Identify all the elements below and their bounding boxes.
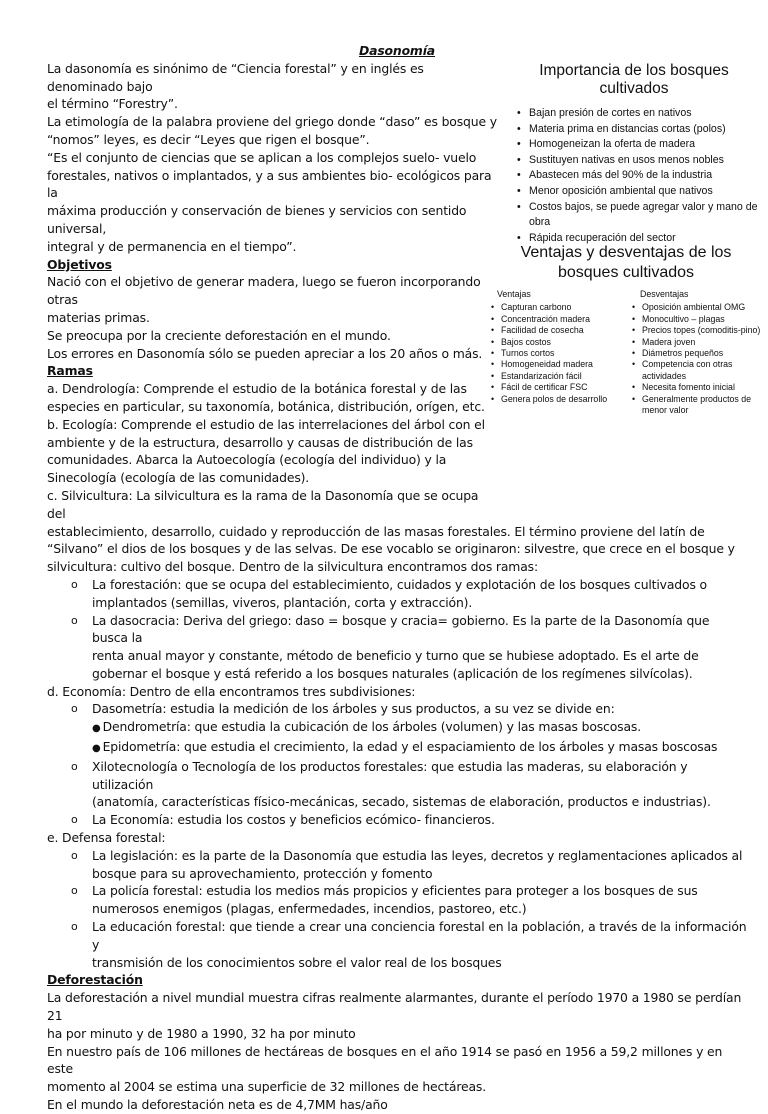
text-line: Xilotecnología o Tecnología de los productos forestales: que estudia las maderas, su elaboración y utilización: [92, 758, 688, 792]
text-line: b. Ecología: Comprende el estudio de las interrelaciones del árbol con el: [47, 416, 485, 432]
list-item: • Capturan carbono: [501, 302, 626, 313]
bullet-marker: o: [71, 702, 78, 716]
text-line: Los errores en Dasonomía sólo se pueden apreciar a los 20 años o más.: [47, 345, 483, 361]
ventajas-list: [485, 302, 626, 405]
doc-title: Dasonomía: [358, 43, 436, 58]
list-item-text: [92, 882, 747, 918]
text-line: (anatomía, características físico-mecánicas, secado, sistemas de elaboración, productos e industrias).: [92, 794, 711, 810]
title-line: cultivados: [599, 80, 669, 97]
text-line: Sinecología (ecología de las comunidades).: [47, 470, 310, 486]
list-item: [92, 718, 747, 738]
text-line: integral y de permanencia en el tiempo”.: [47, 238, 297, 254]
ventajas-column: [485, 289, 626, 416]
text-line: forestales, nativos o implantados, y a sus ambientes bio- ecológicos para la: [47, 167, 492, 201]
list-item-text: [92, 847, 747, 883]
text-line: gobernar el bosque y está referido a los bosques naturales (aplicación de los regímenes silvícolas).: [92, 665, 693, 681]
list-item: [47, 811, 747, 829]
list-item: • Turnos cortos: [501, 348, 626, 359]
desventajas-column: [626, 289, 767, 416]
text-line: a. Dendrología: Comprende el estudio de la botánica forestal y de las: [47, 381, 467, 397]
list-item: [47, 612, 747, 683]
ramas-heading: Ramas: [47, 363, 93, 379]
bullet-marker: o: [71, 848, 78, 862]
list-item: • Concentración madera: [501, 314, 626, 325]
list-item: • Genera polos de desarrollo: [501, 394, 626, 405]
bullet-marker: o: [71, 920, 78, 934]
bullet-marker: o: [71, 613, 78, 627]
list-item: • Oposición ambiental OMG: [642, 302, 767, 313]
text-line: “Silvano” el dios de los bosques y de las selvas. De ese vocablo se originaron: silvestre, que crece en el bosque y: [47, 541, 735, 557]
list-item: [47, 918, 747, 971]
list-item: • Rápida recuperación del sector: [529, 231, 765, 247]
list-item: • Sustituyen nativas en usos menos nobles: [529, 153, 765, 169]
bullet-marker: o: [71, 577, 78, 591]
bullet-icon: ●: [92, 743, 101, 755]
text-line: La forestación: que se ocupa del establecimiento, cuidados y explotación de los bosques cultivados o: [92, 576, 707, 592]
dendrometria-text: Dendrometría: que estudia la cubicación de los árboles (volumen) y las masas boscosas.: [102, 719, 641, 735]
list-item: [92, 738, 747, 758]
list-item: • Estandarización fácil: [501, 371, 626, 382]
list-item: • Facilidad de cosecha: [501, 325, 626, 336]
ventajas-title: [485, 243, 767, 283]
list-item: • Necesita fomento inicial: [642, 382, 767, 393]
text-line: renta anual mayor y constante, método de beneficio y turno que se hubiese adoptado. Es el arte de: [92, 648, 699, 664]
importancia-list: [503, 106, 765, 246]
list-item: • Bajan presión de cortes en nativos: [529, 106, 765, 122]
text-line: La dasocracia: Deriva del griego: daso = bosque y cracia= gobierno. Es la parte de la Dasonomía que busca la: [92, 612, 710, 646]
list-item: [47, 700, 747, 718]
importancia-title: [503, 62, 765, 98]
list-item: • Homogeneidad madera: [501, 359, 626, 370]
economia-item-text: La Economía: estudia los costos y beneficios ecómico- financieros.: [92, 812, 495, 828]
desventajas-header: Desventajas: [640, 289, 689, 299]
list-item: • Fácil de certificar FSC: [501, 382, 626, 393]
text-line: La dasonomía es sinónimo de “Ciencia forestal” y en inglés es denominado bajo: [47, 60, 424, 94]
text-line: En nuestro país de 106 millones de hectáreas de bosques en el año 1914 se pasó en 1956 a 59,2 millones y en este: [47, 1043, 723, 1077]
bullet-marker: o: [71, 759, 78, 773]
list-item: • Bajos costos: [501, 337, 626, 348]
list-item: • Costos bajos, se puede agregar valor y mano de obra: [529, 200, 765, 231]
text-line: numerosos enemigos (plagas, enfermedades, incendios, pastoreo, etc.): [92, 901, 527, 917]
list-item: [47, 576, 747, 612]
text-line: La policía forestal: estudia los medios más propicios y eficientes para proteger a los bosques de sus: [92, 883, 698, 899]
dasometria-text: Dasometría: estudia la medición de los árboles y sus productos, a su vez se divide en:: [92, 701, 615, 717]
title-line: Ventajas y desventajas de los: [520, 244, 732, 261]
text-line: el término “Forestry”.: [47, 96, 178, 112]
title-line: Importancia de los bosques: [539, 62, 729, 79]
text-line: ha por minuto y de 1980 a 1990, 32 ha por minuto: [47, 1025, 356, 1041]
ventajas-header: Ventajas: [497, 289, 531, 299]
xilotecnologia-text: [92, 758, 747, 811]
text-line: especies en particular, su taxonomía, botánica, distribución, orígen, etc.: [47, 398, 485, 414]
bullet-marker: o: [71, 884, 78, 898]
list-item: [47, 758, 747, 811]
text-line: comunidades. Abarca la Autoecología (ecología del individuo) y la: [47, 452, 447, 468]
text-line: c. Silvicultura: La silvicultura es la rama de la Dasonomía que se ocupa del: [47, 487, 479, 521]
deforestacion-heading: Deforestación: [47, 972, 143, 988]
text-line: momento al 2004 se estima una superficie de 32 millones de hectáreas.: [47, 1079, 486, 1095]
text-line: silvicultura: cultivo del bosque. Dentro de la silvicultura encontramos dos ramas:: [47, 559, 538, 575]
economia-line: d. Economía: Dentro de ella encontramos tres subdivisiones:: [47, 683, 416, 699]
silvicultura-list: [47, 576, 747, 683]
title-line: bosques cultivados: [557, 264, 695, 281]
defensa-list: [47, 847, 747, 972]
list-item-text: [92, 918, 747, 971]
text-line: La etimología de la palabra proviene del griego donde “daso” es bosque y: [47, 114, 497, 130]
bullet-marker: o: [71, 813, 78, 827]
text-line: implantados (semillas, viveros, plantación, corta y extracción).: [92, 594, 473, 610]
list-item: • Competencia con otras actividades: [642, 359, 767, 382]
list-item: • Madera joven: [642, 337, 767, 348]
list-item: • Precios topes (comoditis-pino): [642, 325, 767, 336]
list-item: • Materia prima en distancias cortas (polos): [529, 122, 765, 138]
text-line: La legislación: es la parte de la Dasonomía que estudia las leyes, decretos y reglamentaciones aplicados al: [92, 847, 743, 863]
defensa-line: e. Defensa forestal:: [47, 830, 166, 846]
text-line: establecimiento, desarrollo, cuidado y reproducción de las masas forestales. El término proviene del latín de: [47, 523, 705, 539]
list-item-text: [92, 612, 747, 683]
list-item: • Generalmente productos de menor valor: [642, 394, 767, 417]
ventajas-infographic: [485, 243, 767, 433]
bullet-icon: ●: [92, 723, 101, 735]
list-item: • Diámetros pequeños: [642, 348, 767, 359]
text-line: bosque para su aprovechamiento, protección y fomento: [92, 865, 433, 881]
text-line: ambiente y de la estructura, desarrollo y causas de distribución de las: [47, 434, 473, 450]
text-line: máxima producción y conservación de bienes y servicios con sentido universal,: [47, 203, 467, 236]
list-item: • Monocultivo – plagas: [642, 314, 767, 325]
list-item: [47, 882, 747, 918]
importancia-infographic: [503, 58, 765, 244]
text-line: Se preocupa por la creciente deforestación en el mundo.: [47, 327, 391, 343]
text-line: “Es el conjunto de ciencias que se aplican a los complejos suelo- vuelo: [47, 149, 477, 165]
list-item-text: [92, 576, 747, 612]
list-item: • Abastecen más del 90% de la industria: [529, 168, 765, 184]
list-item: • Menor oposición ambiental que nativos: [529, 184, 765, 200]
epidometria-text: Epidometría: que estudia el crecimiento, la edad y el espaciamiento de los árboles y masas boscosas: [102, 739, 718, 755]
desventajas-list: [626, 302, 767, 416]
text-line: materias primas.: [47, 309, 150, 325]
silvicultura-paragraph: [47, 523, 747, 576]
text-line: La educación forestal: que tiende a crear una conciencia forestal en la población, a través de la información y: [92, 919, 747, 952]
text-line: Nació con el objetivo de generar madera, luego se fueron incorporando otras: [47, 274, 481, 308]
text-line: “nomos” leyes, es decir “Leyes que rigen el bosque”.: [47, 131, 370, 147]
text-line: La deforestación a nivel mundial muestra cifras realmente alarmantes, durante el período 1970 a 1980 se perdían 21: [47, 990, 742, 1024]
list-item: • Homogeneizan la oferta de madera: [529, 137, 765, 153]
deforestacion-section: [47, 989, 747, 1114]
list-item: [47, 847, 747, 883]
objetivos-heading: Objetivos: [47, 256, 112, 272]
text-line: En el mundo la deforestación neta es de 4,7MM has/año: [47, 1097, 388, 1113]
text-line: transmisión de los conocimientos sobre el valor real de los bosques: [92, 954, 502, 970]
